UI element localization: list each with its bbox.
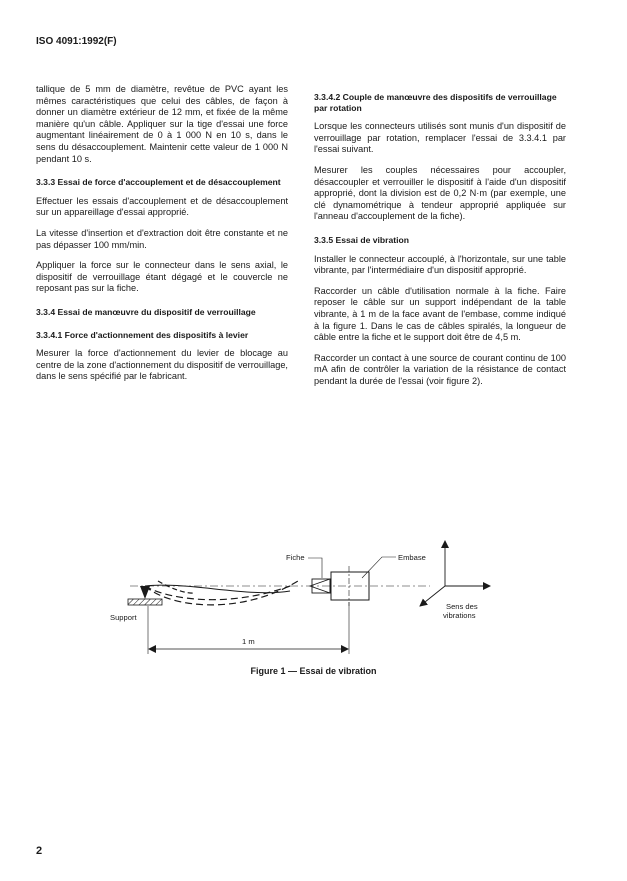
dimension-label: 1 m: [242, 637, 255, 646]
section-3-3-5-paragraph-3: Raccorder un contact à une source de courant continu de 100 mA afin de contrôler la variation de la résistance de contact pendant la durée de l'essai (voir figure 2).: [314, 352, 566, 386]
section-3-3-3-title: 3.3.3 Essai de force d'accouplement et de désaccouplement: [36, 177, 281, 188]
section-3-3-5-paragraph-2: Raccorder un câble d'utilisation normale à la fiche. Faire reposer le câble sur un support indépendant de la table vibrante, à 1 m de la face avant de l'embase, comme indiqué à la figure 1. Dans le cas de câbles spiralés, la longueur de câble entre la fiche et le support doit être de 4,5 m.: [314, 285, 566, 343]
leader-fiche: [308, 558, 322, 578]
left-column: [36, 84, 288, 392]
section-3-3-4-1-paragraph: Mesurer la force d'actionnement du levier de blocage au centre de la zone d'actionnement du dispositif de verrouillage, dans le sens spécifié par le fabricant.: [36, 348, 288, 382]
label-embase: Embase: [398, 553, 426, 562]
page-number: 2: [36, 845, 43, 857]
support-base: [128, 599, 162, 605]
leader-embase: [362, 557, 396, 578]
section-3-3-4-1-title: 3.3.4.1 Force d'actionnement des dispositifs à levier: [36, 329, 249, 340]
section-3-3-5-title: 3.3.5 Essai de vibration: [314, 234, 410, 245]
label-sens-line-1: Sens des: [446, 602, 478, 611]
section-3-3-5-paragraph-1: Installer le connecteur accouplé, à l'horizontale, sur une table vibrante, par l'intermédiaire d'un dispositif approprié.: [314, 253, 566, 276]
label-sens-line-2: vibrations: [443, 611, 476, 620]
section-3-3-4-2-title: 3.3.4.2 Couple de manœuvre des dispositifs de verrouillage par rotation: [314, 92, 557, 113]
vibration-diagram: [100, 536, 540, 666]
section-3-3-4-2-paragraph-2: Mesurer les couples nécessaires pour accoupler, désaccoupler et verrouiller le dispositif à l'aide d'un dispositif approprié, dont la division est de 0,2 N·m (par exemple, une clé dynamométrique à tendeur approprié appliquée sur l'anneau d'accouplement de la fiche).: [314, 164, 566, 222]
section-3-3-4-2-paragraph-1: Lorsque les connecteurs utilisés sont munis d'un dispositif de verrouillage par rotation, remplacer l'essai de 3.3.4.1 par l'essai suivant.: [314, 121, 566, 155]
label-support: Support: [110, 613, 137, 622]
cable-swing-left: [158, 581, 195, 593]
document-header: ISO 4091:1992(F): [36, 36, 117, 47]
section-3-3-3-paragraph-1: Effectuer les essais d'accouplement et de désaccouplement sur un appareillage d'essai approprié.: [36, 195, 288, 218]
section-3-3-4-title: 3.3.4 Essai de manœuvre du dispositif de verrouillage: [36, 306, 256, 317]
section-3-3-3-paragraph-2: La vitesse d'insertion et d'extraction doit être constante et ne pas dépasser 100 mm/min.: [36, 227, 288, 250]
figure-caption: Figure 1 — Essai de vibration: [250, 666, 377, 676]
section-3-3-3-paragraph-3: Appliquer la force sur le connecteur dans le sens axial, le dispositif de verrouillage étant dégagé et le couvercle ne reposant pas sur la fiche.: [36, 260, 288, 294]
cable-swing-lower: [145, 581, 298, 605]
intro-paragraph: tallique de 5 mm de diamètre, revêtue de PVC ayant les mêmes caractéristiques que celui des câbles, de façon à donner un diamètre extérieur de 12 mm, et fixée de la même manière qu'un câble. Appliquer sur la tige d'essai une force augmentant linéairement de 0 à 1 000 N en 10 s, dans le sens du désaccouplement. Maintenir cette valeur de 1 000 N pendant 10 s.: [36, 84, 288, 164]
vibration-test-figure: [100, 536, 540, 666]
right-column: [314, 84, 566, 396]
axis-depth-arrow: [420, 586, 445, 606]
label-fiche: Fiche: [286, 553, 305, 562]
